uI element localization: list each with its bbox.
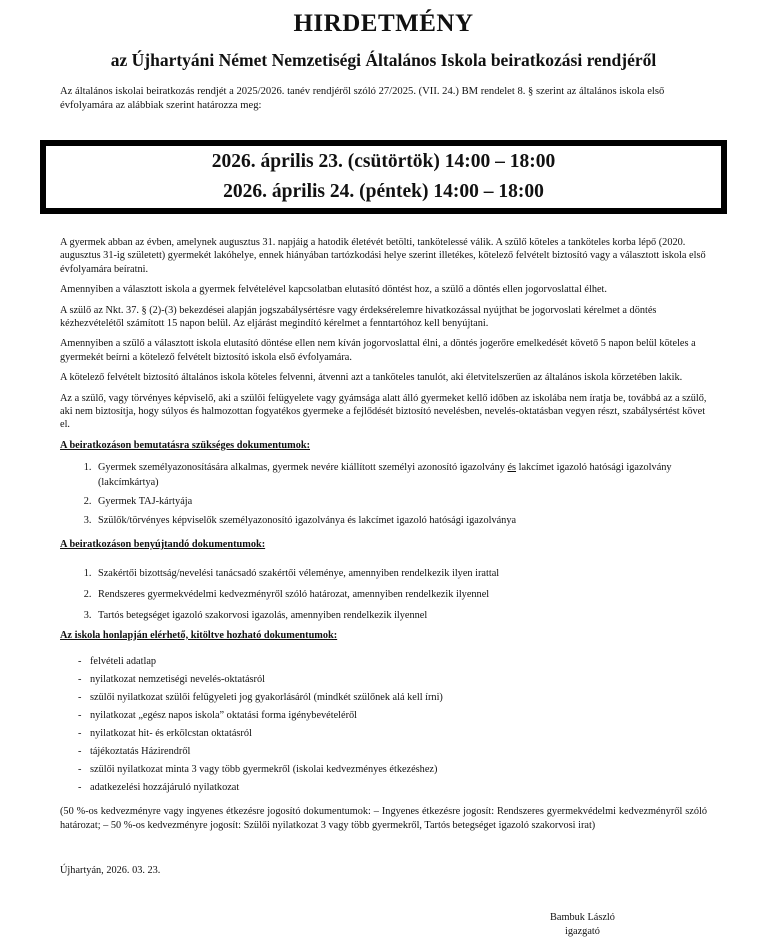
- signature-block: [550, 911, 615, 939]
- list-item: 1. Szakértői bizottság/nevelési tanácsadó szakértői véleménye, amennyiben rendelkezik ilyen irattal: [94, 566, 707, 581]
- list-item: - adatkezelési hozzájáruló nyilatkozat: [78, 780, 707, 795]
- list-item: 3. Szülők/törvényes képviselők személyazonosító igazolványa és lakcímet igazoló hatósági igazolványa: [94, 513, 707, 528]
- section-heading-submitted-documents: A beiratkozáson benyújtandó dokumentumok:: [60, 539, 266, 551]
- intro-paragraph: Az általános iskolai beiratkozás rendjét a 2025/2026. tanév rendjéről szóló 27/2025. (VII. 24.) BM rendelet 8. § szerint az általános iskola első évfolyamára az alábbiak szerint határozza meg:: [60, 86, 665, 111]
- place-and-date: Újhartyán, 2026. 03. 23.: [60, 864, 161, 876]
- list-item: - nyilatkozat „egész napos iskola” oktatási forma igénybevételéről: [78, 708, 707, 723]
- signatory-name: Bambuk László: [550, 912, 615, 923]
- document-subtitle: az Újhartyáni Német Nemzetiségi Általános Iskola beiratkozási rendjéről: [110, 50, 657, 70]
- list-item: 3. Tartós betegséget igazoló szakorvosi igazolás, amennyiben rendelkezik ilyennel: [94, 608, 707, 623]
- body-paragraph: A szülő az Nkt. 37. § (2)-(3) bekezdései alapján jogszabálysértésre vagy érdeksérelemre hivatkozással nyújthat be jogorvoslati kérelmet a döntés kézhezvételétől számított 15 napon belül. Az eljárást megindító kérelmet a fenntartóhoz kell benyújtani.: [60, 304, 657, 330]
- list-item: - szülői nyilatkozat minta 3 vagy több gyermekről (iskolai kedvezményes étkezéshez): [78, 762, 707, 777]
- signatory-role: igazgató: [565, 926, 600, 937]
- submitted-documents-list: [60, 566, 707, 623]
- body-paragraph: A kötelező felvételt biztosító általános iskola köteles felvenni, átvenni azt a tanköteles tanulót, aki életvitelszerűen az általános iskola körzetében lakik.: [60, 372, 683, 384]
- enrollment-date-2: 2026. április 24. (péntek) 14:00 – 18:00: [223, 181, 544, 202]
- list-item: - nyilatkozat hit- és erkölcstan oktatásról: [78, 726, 707, 741]
- list-item: 2. Rendszeres gyermekvédelmi kedvezményről szóló határozat, amennyiben rendelkezik ilyennel: [94, 587, 707, 602]
- required-documents-list: [60, 460, 707, 528]
- section-heading-required-documents: A beiratkozáson bemutatásra szükséges dokumentumok:: [60, 439, 311, 451]
- discount-note: (50 %-os kedvezményre vagy ingyenes étkezésre jogosító dokumentumok: – Ingyenes étkezésre jogosít: Rendszeres gyermekvédelmi kedvezményről szóló határozat; – 50 %-os kedvezményre jogosít: Szülői nyilatkozat 3 vagy több gyermekről, Tartós betegséget igazoló szakorvosi irat): [60, 806, 707, 831]
- section-heading-website-documents: Az iskola honlapján elérhető, kitöltve hozható dokumentumok:: [60, 629, 338, 641]
- body-paragraph: Amennyiben a választott iskola a gyermek felvételével kapcsolatban elutasító döntést hoz, a szülő a döntés ellen jogorvoslattal élhet.: [60, 284, 607, 296]
- document-title: HIRDETMÉNY: [293, 10, 474, 37]
- list-item: - tájékoztatás Házirendről: [78, 744, 707, 759]
- list-item: 2. Gyermek TAJ-kártyája: [94, 494, 707, 509]
- website-documents-list: [60, 654, 707, 795]
- list-item: - felvételi adatlap: [78, 654, 707, 669]
- list-item: - szülői nyilatkozat szülői felügyeleti jog gyakorlásáról (mindkét szülőnek alá kell írni): [78, 690, 707, 705]
- list-item: 1. Gyermek személyazonosítására alkalmas, gyermek nevére kiállított személyi azonosító igazolvány és lakcímet igazoló hatósági igazolvány (lakcímkártya): [94, 460, 707, 490]
- enrollment-date-1: 2026. április 23. (csütörtök) 14:00 – 18:00: [211, 151, 556, 172]
- document-body: [60, 236, 707, 877]
- list-item: - nyilatkozat nemzetiségi nevelés-oktatásról: [78, 672, 707, 687]
- body-paragraph: Amennyiben a szülő a választott iskola elutasító döntése ellen nem kíván jogorvoslattal élni, a döntés jogerőre emelkedését követő 5 napon belül köteles a gyermekét beírni a kötelező felvételt biztosító iskola első évfolyamára.: [60, 338, 696, 363]
- body-paragraph: Az a szülő, vagy törvényes képviselő, aki a szülői felügyelete vagy gyámsága alatt álló gyermeket kellő időben az iskolába nem íratja be, továbbá az a szülő, aki nem biztosítja, hogy súlyos és halmozottan fogyatékos gyermeke a fejlődését biztosító nevelésben, nevelés-oktatásban vegyen részt, szabálysértést követ el.: [60, 392, 707, 431]
- enrollment-dates-box: [40, 140, 727, 214]
- body-paragraph: A gyermek abban az évben, amelynek augusztus 31. napjáig a hatodik életévét betölti, tankötelessé válik. A szülő köteles a tanköteles korba lépő (2020. augusztus 31-ig született) gyermekét lakóhelye, ennek hiányában tartózkodási helye szerint illetékes, kötelező felvételt biztosító vagy a választott iskola első évfolyamára beíratni.: [60, 237, 706, 275]
